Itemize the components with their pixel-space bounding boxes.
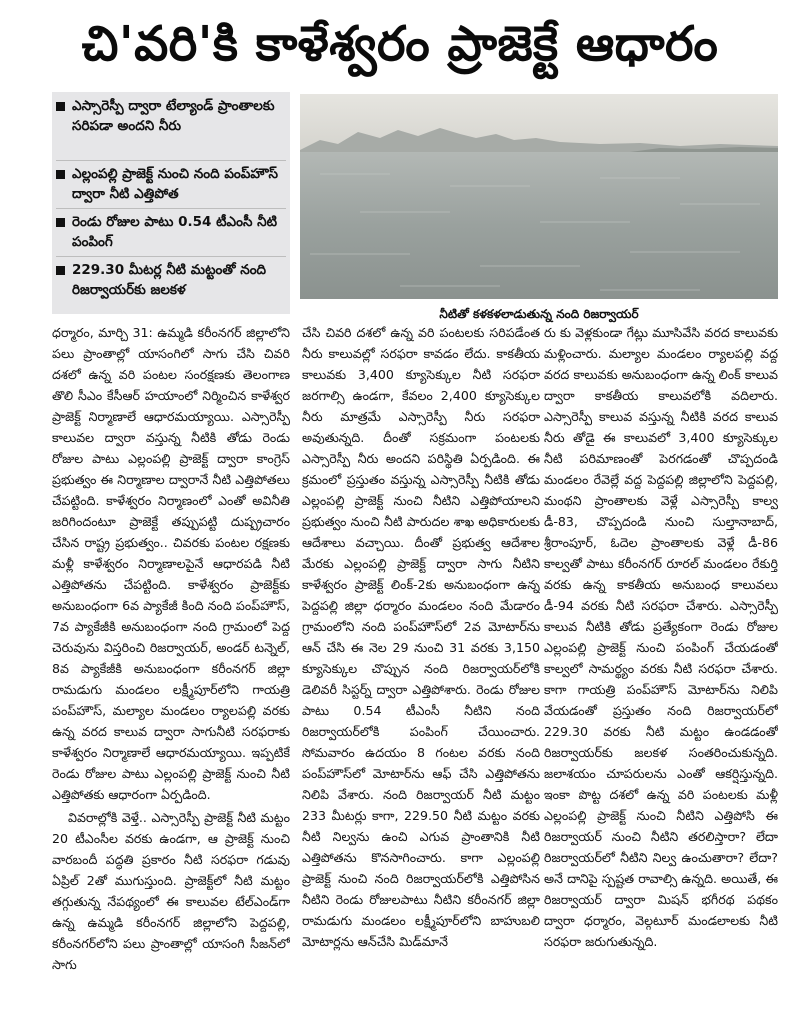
reservoir-image — [300, 94, 778, 299]
divider — [56, 208, 286, 209]
photo-caption: నీటితో కళకళలాడుతున్న నంది రిజర్వాయర్ — [439, 307, 639, 321]
article-column-2 — [302, 322, 540, 1022]
reservoir-photo — [300, 94, 778, 299]
divider — [56, 256, 286, 257]
highlight-text: ఎల్లంపల్లి ప్రాజెక్ట్ నుంచి నంది పంప్‌హౌస్ ద్వారా నీటి ఎత్తిపోత — [72, 166, 279, 202]
article-paragraph: ధర్మారం, మార్చి 31: ఉమ్మడి కరీంనగర్ జిల్లాలోని పలు ప్రాంతాల్లో యాసంగిలో సాగు చేసి చివరి దశలో ఉన్న వరి పంటల సంరక్షణకు తెలంగాణ తొలి సీఎం కేసీఆర్ హయాంలో నిర్మించిన కాళేశ్వర ప్రాజెక్ట్ నిర్మాణాలే ఆధారమయ్యాయి. ఎస్సారెస్పీ కాలువల ద్వారా వస్తున్న నీటికి తోడు రెండు రోజుల పాటు ఎల్లంపల్లి ప్రాజెక్ట్ ద్వారా కాంగ్రెస్ ప్రభుత్వం ఈ నిర్మాణాల ద్వారానే నీటి ఎత్తిపోతలు చేపట్టింది. కాళేశ్వరం నిర్మాణంలో ఎంతో అవినీతి జరిగిందంటూ ప్రాజెక్టే తప్పుపట్టి దుష్ప్రచారం చేసిన రాష్ట్ర ప్రభుత్వం.. చివరకు పంటల రక్షణకు మళ్లీ కాళేశ్వరం నిర్మాణాలపైనే ఆధారపడి నీటి ఎత్తిపోతను చేపట్టింది. కాళేశ్వరం ప్రాజెక్ట్‌కు అనుబంధంగా 6వ ప్యాకేజీ కింది నంది పంప్‌హౌస్, 7వ ప్యాకేజీకి అనుబంధంగా నంది గ్రామంలో పెద్ద చెరువును విస్తరించి రిజర్వాయర్, అండర్ టన్నెల్, 8వ ప్యాకేజీకి అనుబంధంగా కరీంనగర్ జిల్లా రామడుగు మండలం లక్ష్మీపూర్‌లోని గాయత్రి పంప్‌హౌస్, మల్యాల మండలం ర్యాలపల్లి వరకు ఉన్న వరద కాలువ ద్వారా సాగునీటి సరఫరాకు కాళేశ్వరం నిర్మాణాలే ఆధారమయ్యాయి. ఇప్పటికే రెండు రోజుల పాటు ఎల్లంపల్లి ప్రాజెక్ట్ నుంచి నీటి ఎత్తిపోతకు ఆధారంగా ఏర్పడింది. — [52, 325, 290, 802]
highlight-text: ఎస్సారెస్పీ ద్వారా టేల్యాండ్ ప్రాంతాలకు సరిపడా అందని నీరు — [72, 98, 275, 134]
bullet-icon — [56, 218, 65, 227]
highlight-item — [56, 260, 288, 300]
article-paragraph: చేసి చివరి దశలో ఉన్న వరి పంటలకు సరిపడేంత నీరు కాలువల్లో సరఫరా కావడం లేదు. కాకతీయ కాలువకు 3,400 క్యూసెక్కుల నీటి సరఫరా జరగాల్సి ఉండగా, కేవలం 2,400 క్యూసెక్కుల నీరు మాత్రమే ఎస్సారెస్పీ నీరు సరఫరా అవుతున్నది. దీంతో సక్రమంగా పంటలకు ఎస్సారెస్పీ నీరు అందని పరిస్థితి ఏర్పడింది. ఈ క్రమంలో ప్రస్తుతం వస్తున్న ఎస్సారెస్పీ నీటికి తోడు ఎల్లంపల్లి ప్రాజెక్ట్ నుంచి నీటిని ఎత్తిపోయాలని ప్రభుత్వం నుంచి నీటి పారుదల శాఖ అధికారులకు ఆదేశాలు వచ్చాయి. దీంతో ప్రభుత్వ ఆదేశాల మేరకు ఎల్లంపల్లి ప్రాజెక్ట్ ద్వారా సాగు నీటిని కాళేశ్వరం ప్రాజెక్ట్ లింక్-2కు అనుబంధంగా ఉన్న పెద్దపల్లి జిల్లా ధర్మారం మండలం నంది మేడారం గ్రామంలోని నంది పంప్‌హౌస్‌లో 2వ మోటార్‌ను ఆన్ చేసి ఈ నెల 29 నుంచి 31 వరకు 3,150 క్యూసెక్కుల చొప్పున నంది రిజర్వాయర్‌లోకి డెలివరీ సిస్టర్న్ ద్వారా ఎత్తిపోశారు. రెండు రోజుల పాటు 0.54 టీఎంసీ నీటిని నంది రిజర్వాయర్‌లోకి పంపింగ్ చేయించారు. సోమవారం ఉదయం 8 గంటల వరకు నంది పంప్‌హౌస్‌లో మోటార్‌ను ఆఫ్ చేసి ఎత్తిపోతను నిలిపి వేశారు. నంది రిజర్వాయర్ నీటి మట్టం 233 మీటర్లు కాగా, 229.50 నీటి మట్టం వరకు నీటి నిల్వను ఉంచి ఎగువ ప్రాంతానికి నీటి ఎత్తిపోతను కొనసాగించారు. కాగా ఎల్లంపల్లి ప్రాజెక్ట్ నుంచి నంది రిజర్వాయర్‌లోకి ఎత్తిపోసిన నీటిని రెండు రోజులపాటు నీటిని కరీంనగర్ జిల్లా రామడుగు మండలం లక్ష్మీపూర్‌లోని బాహుబలి మోటార్లను ఆన్‌చేసి మిడ్‌మానే — [302, 325, 540, 949]
highlight-item — [56, 164, 288, 204]
highlight-text: రెండు రోజుల పాటు 0.54 టీఎంసీ నీటి పంపింగ్ — [72, 214, 278, 250]
divider — [56, 160, 286, 161]
article-paragraph: వివరాల్లోకి వెళ్తే.. ఎస్సారెస్పీ ప్రాజెక్ట్ నీటి మట్టం 20 టీఎంసీల వరకు ఉండగా, ఆ ప్రాజెక్ట్ నుంచి వారబందీ పద్ధతి ప్రకారం నీటి సరఫరా గడువు ఏప్రిల్ 2తో ముగుస్తుంది. ప్రాజెక్ట్‌లో నీటి మట్టం తగ్గుతున్న నేపథ్యంలో ఈ కాలువల టేల్‌ఎండ్‌గా ఉన్న ఉమ్మడి కరీంనగర్ జిల్లాలోని పెద్దపల్లి, కరీంనగర్‌లోని పలు ప్రాంతాల్లో యాసంగి సీజన్‌లో సాగు — [52, 810, 290, 972]
bullet-icon — [56, 170, 65, 179]
bullet-icon — [56, 102, 65, 111]
highlights-box — [52, 92, 290, 314]
article-paragraph: రు కు వెళ్లకుండా గేట్లు మూసివేసి వరద కాలువకు మళ్లించారు. మల్యాల మండలం ర్యాలపల్లి వద్ద వరద కాలువకు అనుబంధంగా ఉన్న లింక్ కాలువ ద్వారా కాకతీయ కాలువలోకి వదిలారు. ఎస్సారెస్పీ కాలువ వస్తున్న నీటికి వరద కాలువ నీరు తోడై ఈ కాలువలో 3,400 క్యూసెక్కుల నీటి పరిమాణంతో పెరగడంతో చొప్పదండి మండలం రేవెల్లే వద్ద పెద్దపల్లి జిల్లాలోని పెద్దపల్లి, మంథని ప్రాంతాలకు వెళ్లే ఎస్సారెస్పీ కాల్వ డీ-83, చొప్పదండి నుంచి సుల్తానాబాద్, శ్రీరాంపూర్, ఓదెల ప్రాంతాలకు వెళ్లే డీ-86 కాల్వతో పాటు కరీంనగర్ రూరల్ మండలం రేకుర్తి వరకు ఉన్న కాకతీయ అనుబంధ కాలువలు డీ-94 వరకు నీటి సరఫరా చేశారు. ఎస్సారెస్పీ కాలువ నీటికి తోడు ప్రత్యేకంగా రెండు రోజుల ఎల్లంపల్లి ప్రాజెక్ట్ నుంచి పంపింగ్ చేయడంతో కాల్వలో సామర్థ్యం వరకు నీటి సరఫరా చేశారు. కాగా గాయత్రి పంప్‌హౌస్ మోటార్‌ను నిలిపి వేయడంతో ప్రస్తుతం నంది రిజర్వాయర్‌లో 229.30 వరకు నీటి మట్టం ఉండడంతో రిజర్వాయర్‌కు జలకళ సంతరించుకున్నది. జలాశయం చూపరులను ఎంతో ఆకర్షిస్తున్నది. ఇంకా పొట్ట దశలో ఉన్న వరి పంటలకు మళ్లీ ఎల్లంపల్లి ప్రాజెక్ట్ నుంచి నీటిని ఎత్తిపోసి ఈ రిజర్వాయర్ నుంచి నీటిని తరలిస్తారా? లేదా రిజర్వాయర్‌లో నీటిని నిల్వ ఉంచుతారా? లేదా? అనే దానిపై స్పష్టత రావాల్సి ఉన్నది. అయితే, ఈ రిజర్వాయర్ ద్వారా మిషన్ భగీరథ పథకం ద్వారా ధర్మారం, వెల్గటూర్ మండలాలకు నీటి సరఫరా జరుగుతున్నది. — [544, 325, 778, 949]
highlight-text: 229.30 మీటర్ల నీటి మట్టంతో నంది రిజర్వాయర్‌కు జలకళ — [72, 262, 267, 298]
article-column-3 — [544, 322, 778, 1022]
article-column-1 — [52, 322, 290, 1022]
headline: చి'వరి'కి కాళేశ్వరం ప్రాజెక్టే ఆధారం — [81, 16, 719, 72]
highlight-item — [56, 96, 288, 136]
bullet-icon — [56, 266, 65, 275]
highlight-item — [56, 212, 288, 252]
